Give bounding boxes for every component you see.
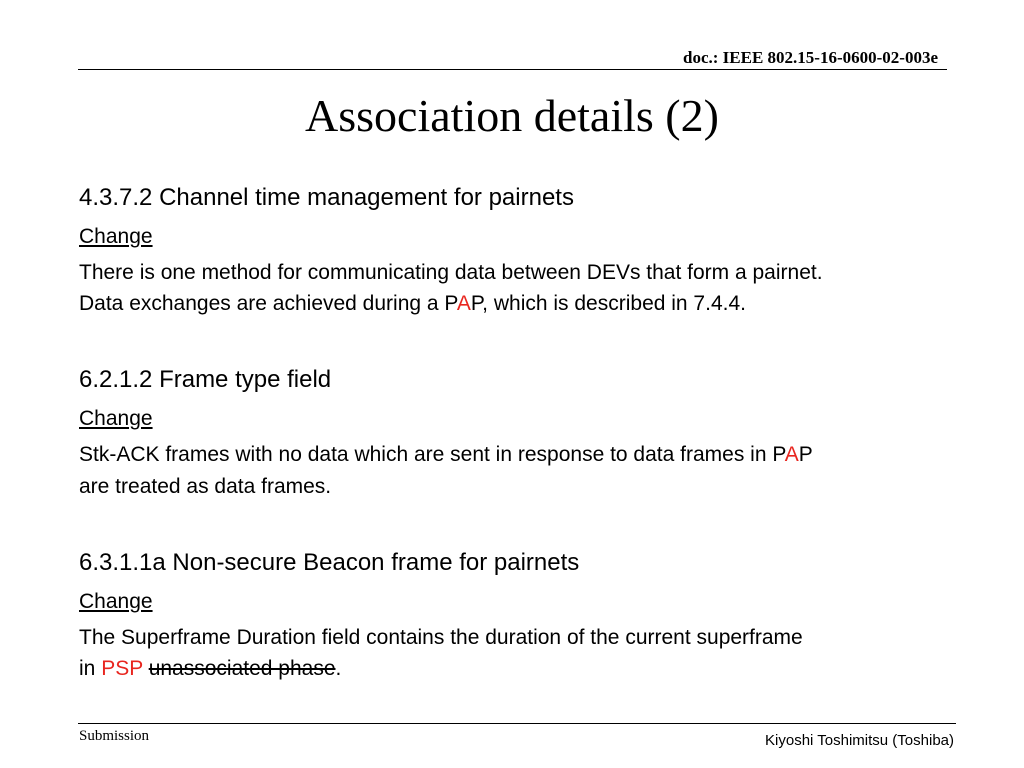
body-text: Data exchanges are achieved during a P (79, 292, 457, 315)
change-label: Change (79, 225, 153, 248)
body-line (79, 656, 341, 682)
section-heading-frame-type: 6.2.1.2 Frame type field (79, 366, 332, 393)
body-text: P (798, 443, 813, 466)
inserted-text: A (456, 292, 471, 315)
body-text: in (79, 657, 102, 680)
footer-submission: Submission (79, 728, 150, 744)
body-text: P, which is described in 7.4.4. (470, 292, 746, 315)
header-divider (78, 69, 947, 70)
change-label: Change (79, 407, 153, 430)
inserted-text: PSP (101, 657, 143, 680)
change-label: Change (79, 590, 153, 613)
body-text: . (335, 657, 342, 680)
body-line: are treated as data frames. (79, 475, 332, 498)
footer-author: Kiyoshi Toshimitsu (Toshiba) (765, 732, 954, 749)
section-heading-beacon-frame: 6.3.1.1a Non-secure Beacon frame for pairnets (79, 549, 580, 576)
body-line (79, 291, 746, 317)
footer-divider (78, 723, 956, 724)
document-id: doc.: IEEE 802.15-16-0600-02-003e (683, 48, 938, 67)
section-heading-channel-time: 4.3.7.2 Channel time management for pairnets (79, 184, 574, 211)
body-text: Stk-ACK frames with no data which are sent in response to data frames in P (79, 443, 785, 466)
body-line (79, 442, 813, 468)
inserted-text: A (784, 443, 799, 466)
slide-title: Association details (2) (305, 90, 719, 141)
body-line: There is one method for communicating data between DEVs that form a pairnet. (79, 261, 823, 284)
deleted-text: unassociated phase (148, 657, 336, 680)
body-line: The Superframe Duration field contains the duration of the current superframe (79, 626, 803, 649)
